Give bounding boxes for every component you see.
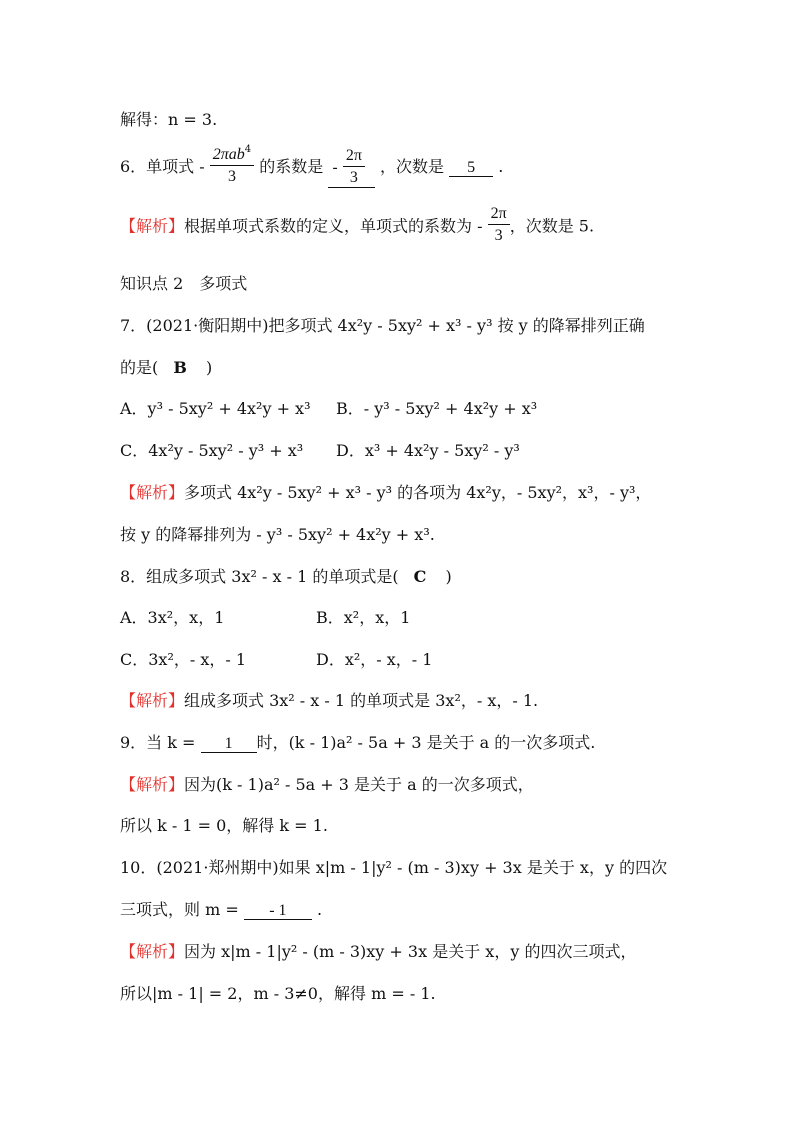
a7-line1: 多项式 4x²y - 5xy² + x³ - y³ 的各项为 4x²y，- 5xy²，x³，- y³， <box>184 483 652 502</box>
q6-frac-num: 2πab <box>212 146 245 163</box>
solution-line <box>120 112 217 128</box>
a6-text: 根据单项式系数的定义，单项式的系数为 - <box>184 216 483 236</box>
q6-answer-blank <box>328 146 375 188</box>
analysis-9 <box>120 777 534 793</box>
a6-fraction <box>488 206 510 244</box>
q6-after: ，次数是 <box>380 157 445 176</box>
q8-option-d: D．x²，- x，- 1 <box>316 650 433 669</box>
q6-frac-den: 3 <box>227 168 236 185</box>
q6-ans-den: 3 <box>349 168 358 186</box>
analysis-7 <box>120 485 651 501</box>
q6-mid: 的系数是 <box>259 157 324 176</box>
a6-frac-num: 2π <box>488 206 510 225</box>
q6-end: . <box>498 157 504 176</box>
a7-line2: 按 y 的降幂排列为 - y³ - 5xy² + 4x²y + x³. <box>120 525 435 544</box>
q8-close: ) <box>445 567 452 586</box>
q10-line1: 10．(2021·郑州期中)如果 x|m - 1|y² - (m - 3)xy + 3x 是关于 x，y 的四次 <box>120 858 668 877</box>
q7-line2 <box>120 360 212 376</box>
q6-answer-fraction <box>343 148 365 186</box>
a6-frac-den: 3 <box>494 227 503 244</box>
q6-ans-num: 2π <box>343 148 365 167</box>
q7-close: ) <box>205 358 213 377</box>
q10-prefix: 三项式，则 m = <box>120 900 239 919</box>
analysis-tag: 【解析】 <box>120 775 185 794</box>
a10-line2: 所以|m - 1| = 2，m - 3≠0，解得 m = - 1. <box>120 984 436 1003</box>
question-8 <box>120 569 452 585</box>
analysis-tag: 【解析】 <box>120 483 185 502</box>
q7-option-c: C．4x²y - 5xy² - y³ + x³ <box>120 441 304 460</box>
a9-line1: 因为(k - 1)a² - 5a + 3 是关于 a 的一次多项式， <box>184 775 534 794</box>
q8-answer: C <box>413 567 427 586</box>
q8-option-b: B．x²，x，1 <box>316 608 411 627</box>
q6-fraction <box>210 146 254 185</box>
q9-answer-blank: 1 <box>201 736 257 753</box>
q8-option-c: C．3x²，- x，- 1 <box>120 650 247 669</box>
q7-line1: 7．(2021·衡阳期中)把多项式 4x²y - 5xy² + x³ - y³ 按 y 的降幂排列正确 <box>120 316 645 335</box>
q10-end: . <box>316 900 323 919</box>
q6-frac-exp: 4 <box>244 144 252 155</box>
q8-option-a: A．3x²，x，1 <box>120 608 225 627</box>
q6-ans-sign: - <box>332 157 338 176</box>
q7-answer: B <box>173 358 187 377</box>
q6-prefix: 6．单项式 - <box>120 157 205 176</box>
analysis-tag: 【解析】 <box>120 691 185 710</box>
knowledge-point-heading: 知识点 2 多项式 <box>120 274 248 293</box>
a8-text: 组成多项式 3x² - x - 1 的单项式是 3x²，- x，- 1. <box>184 691 539 710</box>
analysis-10 <box>120 944 636 960</box>
question-6 <box>120 144 504 188</box>
a6-end: ，次数是 5. <box>509 216 595 236</box>
analysis-tag: 【解析】 <box>120 942 185 961</box>
q10-answer-blank: - 1 <box>244 903 312 920</box>
q7-option-d: D．x³ + 4x²y - 5xy² - y³ <box>336 441 520 460</box>
q9-prefix: 9．当 k = <box>120 733 196 752</box>
q7-option-b: B．- y³ - 5xy² + 4x²y + x³ <box>336 399 538 418</box>
question-9 <box>120 735 595 753</box>
q8-stem: 8．组成多项式 3x² - x - 1 的单项式是( <box>120 567 399 586</box>
q9-suffix: 时，(k - 1)a² - 5a + 3 是关于 a 的一次多项式. <box>256 733 596 752</box>
q7-stem-end: 的是( <box>120 358 159 377</box>
q10-line2 <box>120 902 322 920</box>
analysis-tag: 【解析】 <box>120 216 185 236</box>
a9-line2: 所以 k - 1 = 0，解得 k = 1. <box>120 816 328 835</box>
a10-line1: 因为 x|m - 1|y² - (m - 3)xy + 3x 是关于 x，y 的四次三项式， <box>184 942 637 961</box>
q6-answer2-blank: 5 <box>449 160 493 177</box>
solution-text: 解得：n = 3. <box>120 110 218 129</box>
analysis-8 <box>120 693 538 709</box>
analysis-6 <box>120 205 595 246</box>
q7-option-a: A．y³ - 5xy² + 4x²y + x³ <box>120 399 311 418</box>
